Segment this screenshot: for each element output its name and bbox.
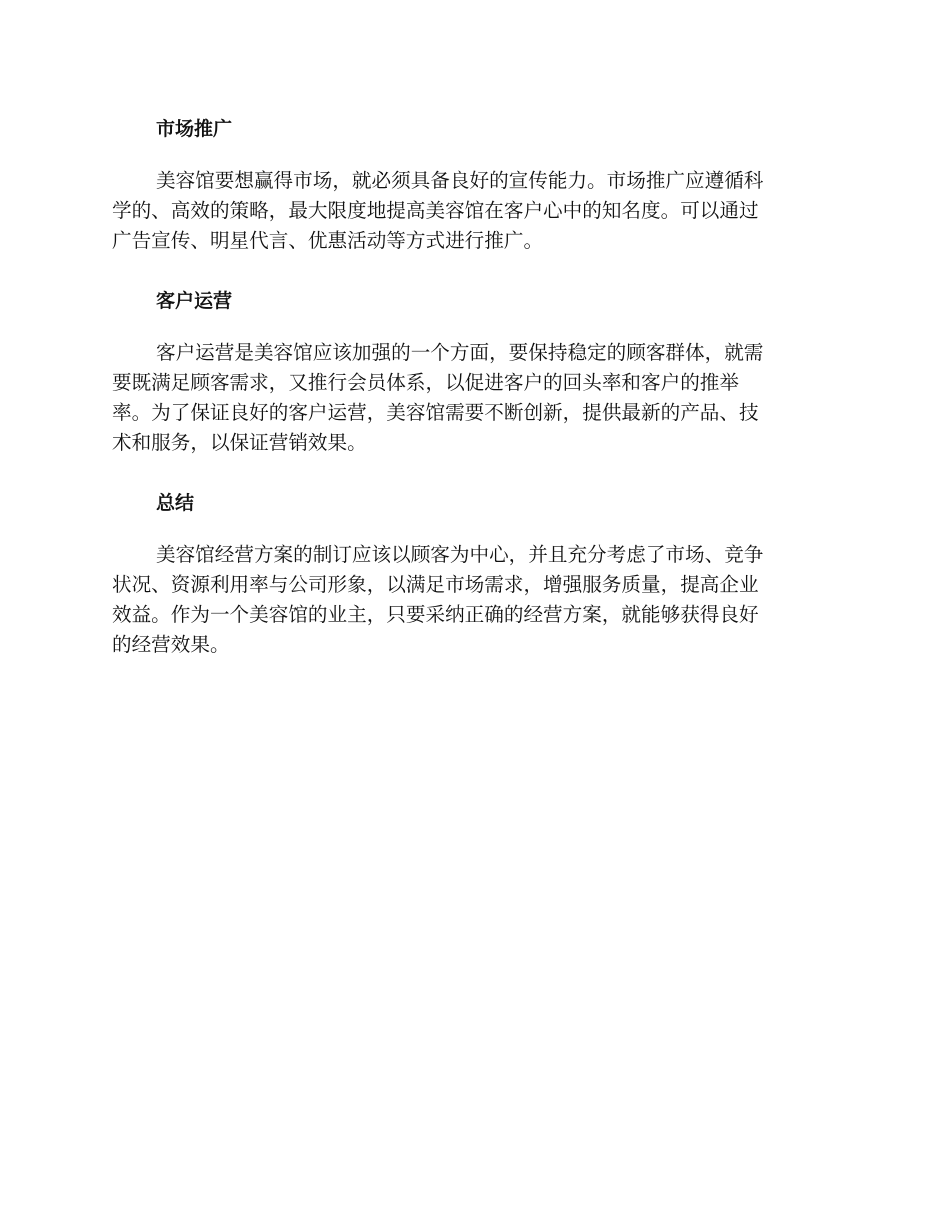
section-paragraph-summary bbox=[112, 540, 832, 660]
paragraph-line: 率。为了保证良好的客户运营，美容馆需要不断创新，提供最新的产品、技 bbox=[112, 401, 759, 424]
paragraph-line: 术和服务，以保证营销效果。 bbox=[112, 431, 367, 454]
spacer bbox=[112, 458, 832, 486]
paragraph-line: 客户运营是美容馆应该加强的一个方面，要保持稳定的顾客群体，就需 bbox=[156, 341, 764, 364]
paragraph-line: 广告宣传、明星代言、优惠活动等方式进行推广。 bbox=[112, 229, 544, 252]
spacer bbox=[112, 520, 832, 540]
paragraph-line: 学的、高效的策略，最大限度地提高美容馆在客户心中的知名度。可以通过 bbox=[112, 199, 759, 222]
document-body bbox=[112, 112, 832, 660]
section-heading-summary: 总结 bbox=[156, 492, 195, 514]
paragraph-line: 的经营效果。 bbox=[112, 633, 230, 656]
paragraph-line: 效益。作为一个美容馆的业主，只要采纳正确的经营方案，就能够获得良好 bbox=[112, 603, 759, 626]
paragraph-line: 要既满足顾客需求，又推行会员体系，以促进客户的回头率和客户的推举 bbox=[112, 371, 739, 394]
paragraph-line: 状况、资源利用率与公司形象，以满足市场需求，增强服务质量，提高企业 bbox=[112, 573, 759, 596]
section-paragraph-customer-operations bbox=[112, 338, 832, 458]
spacer bbox=[112, 146, 832, 166]
section-heading-market-promotion: 市场推广 bbox=[156, 118, 233, 140]
section-heading-customer-operations: 客户运营 bbox=[156, 290, 233, 312]
paragraph-line: 美容馆经营方案的制订应该以顾客为中心，并且充分考虑了市场、竞争 bbox=[156, 543, 764, 566]
spacer bbox=[112, 318, 832, 338]
section-paragraph-market-promotion bbox=[112, 166, 832, 256]
spacer bbox=[112, 256, 832, 284]
paragraph-line: 美容馆要想赢得市场，就必须具备良好的宣传能力。市场推广应遵循科 bbox=[156, 169, 764, 192]
